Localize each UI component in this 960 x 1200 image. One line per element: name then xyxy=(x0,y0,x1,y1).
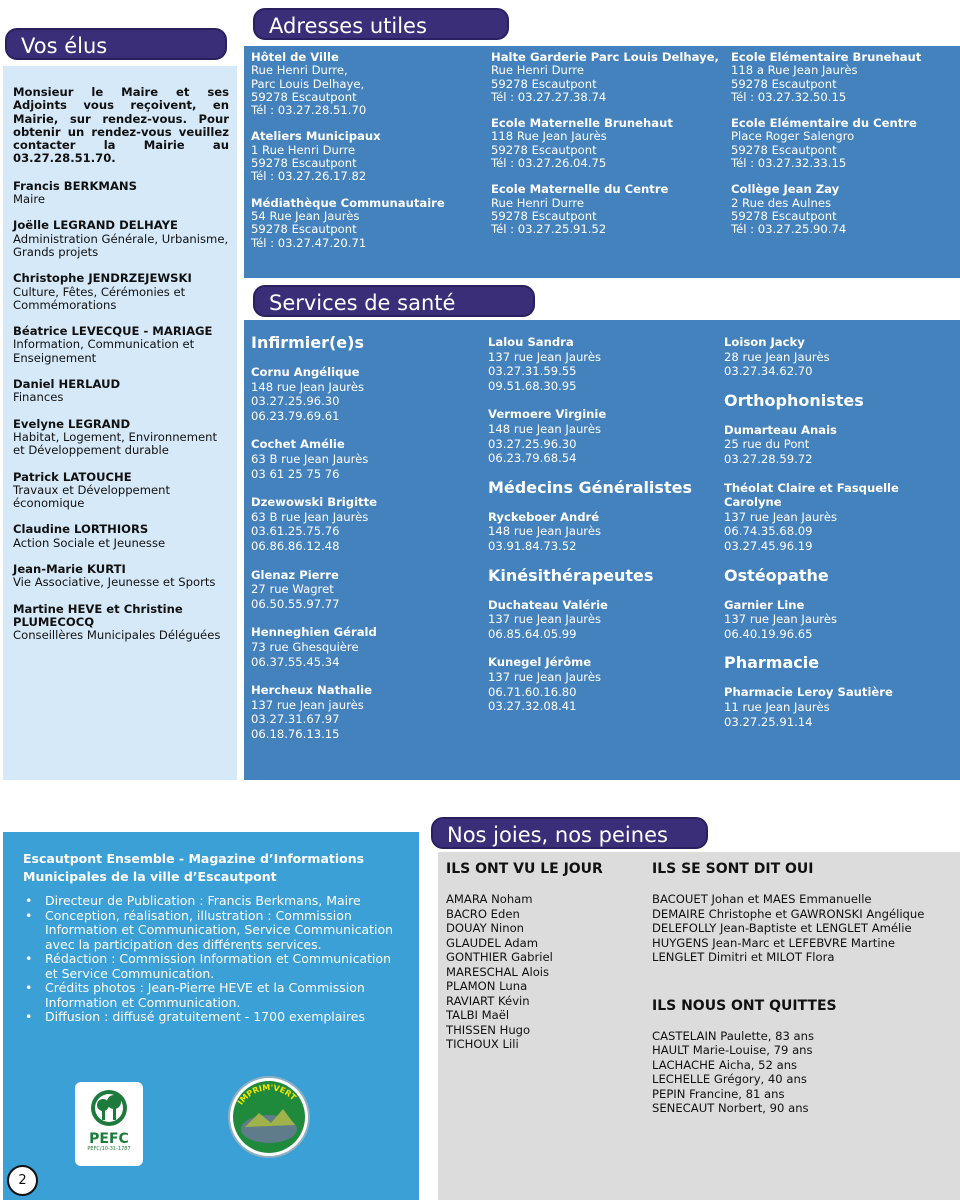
health-line: 03.27.25.96.30 xyxy=(251,394,340,409)
health-practitioner-name: Duchateau Valérie xyxy=(488,597,608,612)
address-entry xyxy=(491,117,721,170)
address-line: 1 Rue Henri Durre xyxy=(251,142,356,157)
health-practitioner-name: Hercheux Nathalie xyxy=(251,683,372,698)
naissance-item: MARESCHAL Alois xyxy=(446,964,550,979)
imprim-vert-label: IMPRIM'VERT xyxy=(235,1082,298,1107)
naissance-item: GLAUDEL Adam xyxy=(446,935,539,950)
health-entry xyxy=(251,568,479,612)
health-entry xyxy=(488,335,716,393)
health-line: 148 rue Jean Jaurès xyxy=(488,421,601,436)
health-line: 06.23.79.69.61 xyxy=(251,408,340,423)
naissance-item: THISSEN Hugo xyxy=(446,1022,531,1037)
elus-panel xyxy=(3,66,237,780)
health-entry xyxy=(251,437,479,481)
imprim-vert-logo xyxy=(225,1067,313,1167)
elu-role: Information, Communication et Enseignement xyxy=(13,337,195,365)
elus-list xyxy=(13,180,229,643)
health-line: 06.50.55.97.77 xyxy=(251,596,340,611)
address-line: 2 Rue des Aulnes xyxy=(731,195,832,210)
health-category-title: Infirmier(e)s xyxy=(251,333,364,352)
credits-box xyxy=(3,832,419,1200)
elu-name: Daniel HERLAUD xyxy=(13,377,121,392)
elu-name: Evelyne LEGRAND xyxy=(13,416,131,431)
mariage-item: LENGLET Dimitri et MILOT Flora xyxy=(652,950,835,964)
elu-item xyxy=(13,418,229,458)
address-line: 59278 Escautpont xyxy=(251,89,357,104)
health-entry xyxy=(488,510,716,554)
adresses-column-1 xyxy=(251,51,481,263)
mariages-deces-column xyxy=(652,862,956,1116)
health-line: 03.27.32.08.41 xyxy=(488,699,577,714)
health-entry xyxy=(251,625,479,669)
address-line: Tél : 03.27.28.51.70 xyxy=(251,103,367,118)
health-line: 27 rue Wagret xyxy=(251,582,334,597)
elu-role: Finances xyxy=(13,390,64,405)
health-entry xyxy=(488,407,716,465)
address-line: 54 Rue Jean Jaurès xyxy=(251,208,360,223)
health-line: 137 rue Jean Jaurès xyxy=(724,612,837,627)
page-number: 2 xyxy=(7,1165,38,1196)
naissance-item: GONTHIER Gabriel xyxy=(446,950,553,964)
pefc-code: PEFC/10-31-1787 xyxy=(87,1146,131,1152)
elu-name: Patrick LATOUCHE xyxy=(13,469,132,484)
address-line: 59278 Escautpont xyxy=(731,142,837,157)
address-line: 59278 Escautpont xyxy=(491,208,597,223)
health-line: 28 rue Jean Jaurès xyxy=(724,349,830,364)
elu-item xyxy=(13,219,229,259)
section-title-elus: Vos élus xyxy=(5,28,227,60)
health-line: 09.51.68.30.95 xyxy=(488,378,577,393)
address-line: Tél : 03.27.26.04.75 xyxy=(491,156,607,171)
health-category-title: Ostéopathe xyxy=(724,565,829,585)
health-practitioner-name: Loison Jacky xyxy=(724,335,805,349)
elu-role: Conseillères Municipales Déléguées xyxy=(13,628,221,643)
credits-item: • Directeur de Publication : Francis Berkmans, Maire xyxy=(23,894,401,909)
health-line: 03.27.45.96.19 xyxy=(724,538,813,553)
health-line: 137 rue Jean jaurès xyxy=(251,697,364,712)
adresses-column-3 xyxy=(731,51,956,250)
health-practitioner-name: Ryckeboer André xyxy=(488,509,600,524)
mariages-heading: ILS SE SONT DIT OUI xyxy=(652,861,814,877)
address-line: Tél : 03.27.32.50.15 xyxy=(731,89,847,104)
address-line: Place Roger Salengro xyxy=(731,129,855,144)
address-name: Collège Jean Zay xyxy=(731,182,840,197)
address-line: 59278 Escautpont xyxy=(491,76,597,91)
address-line: Tél : 03.27.25.90.74 xyxy=(731,222,847,237)
health-line: 63 B rue Jean Jaurès xyxy=(251,509,369,524)
health-line: 06.71.60.16.80 xyxy=(488,684,577,699)
address-line: 118 a Rue Jean Jaurès xyxy=(731,63,858,78)
address-name: Ecole Maternelle Brunehaut xyxy=(491,116,673,131)
address-line: 118 Rue Jean Jaurès xyxy=(491,129,607,144)
address-name: Ecole Maternelle du Centre xyxy=(491,182,669,197)
elu-item xyxy=(13,563,229,590)
address-entry xyxy=(251,51,481,117)
health-practitioner-name: Dumarteau Anais xyxy=(724,422,837,437)
health-entry xyxy=(724,598,956,642)
address-line: 59278 Escautpont xyxy=(491,142,597,157)
address-line: 59278 Escautpont xyxy=(251,156,357,171)
health-line: 06.85.64.05.99 xyxy=(488,626,577,641)
health-entry xyxy=(724,423,956,467)
adresses-column-2 xyxy=(491,51,721,250)
health-practitioner-name: Cochet Amélie xyxy=(251,437,345,452)
address-line: 59278 Escautpont xyxy=(251,222,357,237)
address-line: Tél : 03.27.26.17.82 xyxy=(251,169,367,184)
address-name: Ecole Elémentaire du Centre xyxy=(731,116,917,131)
address-entry xyxy=(491,183,721,236)
pefc-logo xyxy=(75,1082,143,1166)
health-line: 137 rue Jean Jaurès xyxy=(724,509,837,524)
address-line: Rue Henri Durre, xyxy=(251,63,348,78)
elu-role: Vie Associative, Jeunesse et Sports xyxy=(13,575,216,590)
health-line: 25 rue du Pont xyxy=(724,437,810,452)
elu-item xyxy=(13,272,229,312)
mariage-item: HUYGENS Jean-Marc et LEFEBVRE Martine xyxy=(652,935,896,950)
elu-role: Action Sociale et Jeunesse xyxy=(13,535,166,550)
address-line: Tél : 03.27.25.91.52 xyxy=(491,222,607,237)
health-practitioner-name: Dzewowski Brigitte xyxy=(251,495,377,510)
elu-name: Jean-Marie KURTI xyxy=(13,562,126,577)
elu-name: Christophe JENDRZEJEWSKI xyxy=(13,271,192,286)
naissance-item: RAVIART Kévin xyxy=(446,993,530,1008)
health-entry xyxy=(251,495,479,553)
mariage-item: DELEFOLLY Jean-Baptiste et LENGLET Amélie xyxy=(652,921,912,935)
elu-name: Claudine LORTHIORS xyxy=(13,522,149,537)
health-line: 03.27.25.96.30 xyxy=(488,436,577,451)
address-line: Tél : 03.27.32.33.15 xyxy=(731,156,847,171)
sante-column-3 xyxy=(724,335,956,743)
health-category-title: Kinésithérapeutes xyxy=(488,565,654,585)
naissances-column xyxy=(446,862,646,1052)
elu-item xyxy=(13,523,229,550)
mariage-item: BACOUET Johan et MAES Emmanuelle xyxy=(652,892,872,906)
health-entry xyxy=(251,683,479,741)
elu-role: Habitat, Logement, Environnement et Développement durable xyxy=(13,429,218,458)
elu-item xyxy=(13,325,229,365)
health-practitioner-name: Vermoere Virginie xyxy=(488,407,607,422)
address-entry xyxy=(731,117,956,170)
health-entry xyxy=(488,598,716,642)
health-practitioner-name: Théolat Claire et Fasquelle Carolyne xyxy=(724,480,899,510)
deces-item: LACHACHE Aicha, 52 ans xyxy=(652,1057,798,1072)
deces-item: LECHELLE Grégory, 40 ans xyxy=(652,1072,807,1086)
credits-item: • Rédaction : Commission Information et Communication et Service Communication. xyxy=(23,952,401,981)
health-line: 137 rue Jean Jaurès xyxy=(488,612,601,627)
health-line: 06.86.86.12.48 xyxy=(251,538,340,553)
joies-panel xyxy=(438,852,960,1200)
sante-column-2 xyxy=(488,335,716,728)
deces-item: SENECAUT Norbert, 90 ans xyxy=(652,1101,809,1115)
health-entry xyxy=(251,365,479,423)
section-title-joies: Nos joies, nos peines xyxy=(431,817,708,849)
health-line: 03.91.84.73.52 xyxy=(488,538,577,553)
health-practitioner-name: Glenaz Pierre xyxy=(251,567,339,582)
naissances-list xyxy=(446,892,646,1052)
elu-name: Joëlle LEGRAND DELHAYE xyxy=(13,218,178,233)
pefc-label: PEFC xyxy=(89,1131,129,1147)
elu-role: Culture, Fêtes, Cérémonies et Commémorations xyxy=(13,284,186,312)
address-line: Rue Henri Durre xyxy=(491,195,585,210)
credits-item: • Crédits photos : Jean-Pierre HEVE et la Commission Information et Communication. xyxy=(23,981,401,1010)
address-line: Parc Louis Delhaye, xyxy=(251,76,365,91)
health-line: 03.27.31.59.55 xyxy=(488,364,577,379)
credits-title: Escautpont Ensemble - Magazine d’Informations Municipales de la ville d’Escautpont xyxy=(23,851,365,884)
elu-item xyxy=(13,180,229,207)
address-name: Halte Garderie Parc Louis Delhaye, xyxy=(491,50,719,64)
naissances-heading: ILS ONT VU LE JOUR xyxy=(446,861,603,877)
naissance-item: TICHOUX Lili xyxy=(446,1037,519,1051)
health-line: 148 rue Jean Jaurès xyxy=(251,379,364,394)
address-line: Tél : 03.27.27.38.74 xyxy=(491,89,607,104)
pefc-tree-icon xyxy=(81,1088,137,1128)
health-entry xyxy=(724,335,956,379)
address-line: 59278 Escautpont xyxy=(731,208,837,223)
credits-list xyxy=(23,894,401,1025)
sante-column-1 xyxy=(251,335,479,755)
health-practitioner-name: Cornu Angélique xyxy=(251,365,360,379)
elus-intro: Monsieur le Maire et ses Adjoints vous reçoivent, en Mairie, sur rendez-vous. Pour obtenir un rendez-vous veuillez contacter la Mairie au 03.27.28.51.70. xyxy=(13,85,229,166)
address-entry xyxy=(251,197,481,250)
elu-name: Martine HEVE et Christine PLUMECOCQ xyxy=(13,601,183,629)
address-entry xyxy=(491,51,721,104)
address-name: Hôtel de Ville xyxy=(251,50,339,64)
deces-list xyxy=(652,1029,956,1116)
naissance-item: DOUAY Ninon xyxy=(446,921,525,935)
elu-item xyxy=(13,603,229,643)
health-entry xyxy=(488,655,716,713)
credits-item: • Diffusion : diffusé gratuitement - 1700 exemplaires xyxy=(23,1010,401,1025)
mariages-list xyxy=(652,892,956,965)
elu-role: Maire xyxy=(13,192,45,207)
address-entry xyxy=(731,183,956,236)
health-practitioner-name: Henneghien Gérald xyxy=(251,625,377,640)
health-practitioner-name: Pharmacie Leroy Sautière xyxy=(724,685,893,700)
health-line: 03 61 25 75 76 xyxy=(251,466,340,481)
health-practitioner-name: Lalou Sandra xyxy=(488,335,574,349)
elu-item xyxy=(13,471,229,511)
deces-item: CASTELAIN Paulette, 83 ans xyxy=(652,1028,815,1043)
health-line: 06.74.35.68.09 xyxy=(724,524,813,539)
address-name: Ateliers Municipaux xyxy=(251,129,381,144)
adresses-panel xyxy=(244,46,960,278)
health-line: 06.18.76.13.15 xyxy=(251,726,340,741)
section-title-sante: Services de santé xyxy=(253,285,535,317)
health-line: 06.37.55.45.34 xyxy=(251,654,340,669)
address-name: Médiathèque Communautaire xyxy=(251,195,445,210)
health-line: 63 B rue Jean Jaurès xyxy=(251,451,369,466)
naissance-item: AMARA Noham xyxy=(446,892,533,906)
health-entry xyxy=(724,685,956,729)
section-title-adresses: Adresses utiles xyxy=(253,8,509,40)
health-practitioner-name: Garnier Line xyxy=(724,597,805,612)
health-line: 148 rue Jean Jaurès xyxy=(488,524,601,539)
deces-item: PEPIN Francine, 81 ans xyxy=(652,1086,785,1101)
address-line: Tél : 03.27.47.20.71 xyxy=(251,235,367,250)
health-line: 03.61.25.75.76 xyxy=(251,524,340,539)
health-line: 03.27.25.91.14 xyxy=(724,714,813,729)
health-line: 06.23.79.68.54 xyxy=(488,451,577,466)
elu-role: Administration Générale, Urbanisme, Grands projets xyxy=(13,231,229,259)
sante-panel xyxy=(244,320,960,780)
elu-name: Béatrice LEVECQUE - MARIAGE xyxy=(13,324,213,339)
health-category-title: Médecins Généralistes xyxy=(488,477,692,497)
health-practitioner-name: Kunegel Jérôme xyxy=(488,655,592,670)
credits-item: • Conception, réalisation, illustration : Commission Information et Communication, Service Communication avec la participation des différents services. xyxy=(23,909,401,953)
address-name: Ecole Elémentaire Brunehaut xyxy=(731,50,922,64)
health-line: 03.27.31.67.97 xyxy=(251,712,340,727)
address-line: 59278 Escautpont xyxy=(731,76,837,91)
address-line: Rue Henri Durre xyxy=(491,63,585,78)
elu-role: Travaux et Développement économique xyxy=(13,482,171,511)
elu-name: Francis BERKMANS xyxy=(13,178,137,193)
address-entry xyxy=(251,130,481,183)
health-category-title: Pharmacie xyxy=(724,653,820,673)
health-line: 06.40.19.96.65 xyxy=(724,626,813,641)
naissance-item: TALBI Maël xyxy=(446,1008,510,1022)
mariage-item: DEMAIRE Christophe et GAWRONSKI Angélique xyxy=(652,906,925,921)
naissance-item: PLAMON Luna xyxy=(446,979,528,993)
health-line: 137 rue Jean Jaurès xyxy=(488,669,601,684)
address-entry xyxy=(731,51,956,104)
health-entry xyxy=(724,481,956,554)
naissance-item: BACRO Eden xyxy=(446,906,520,921)
health-line: 03.27.28.59.72 xyxy=(724,451,813,466)
deces-item: HAULT Marie-Louise, 79 ans xyxy=(652,1043,813,1057)
health-category-title: Orthophonistes xyxy=(724,390,864,410)
health-line: 73 rue Ghesquière xyxy=(251,639,359,654)
deces-heading: ILS NOUS ONT QUITTES xyxy=(652,997,837,1014)
health-line: 137 rue Jean Jaurès xyxy=(488,349,601,364)
health-line: 03.27.34.62.70 xyxy=(724,364,813,379)
health-line: 11 rue Jean Jaurès xyxy=(724,699,830,714)
elu-item xyxy=(13,378,229,405)
